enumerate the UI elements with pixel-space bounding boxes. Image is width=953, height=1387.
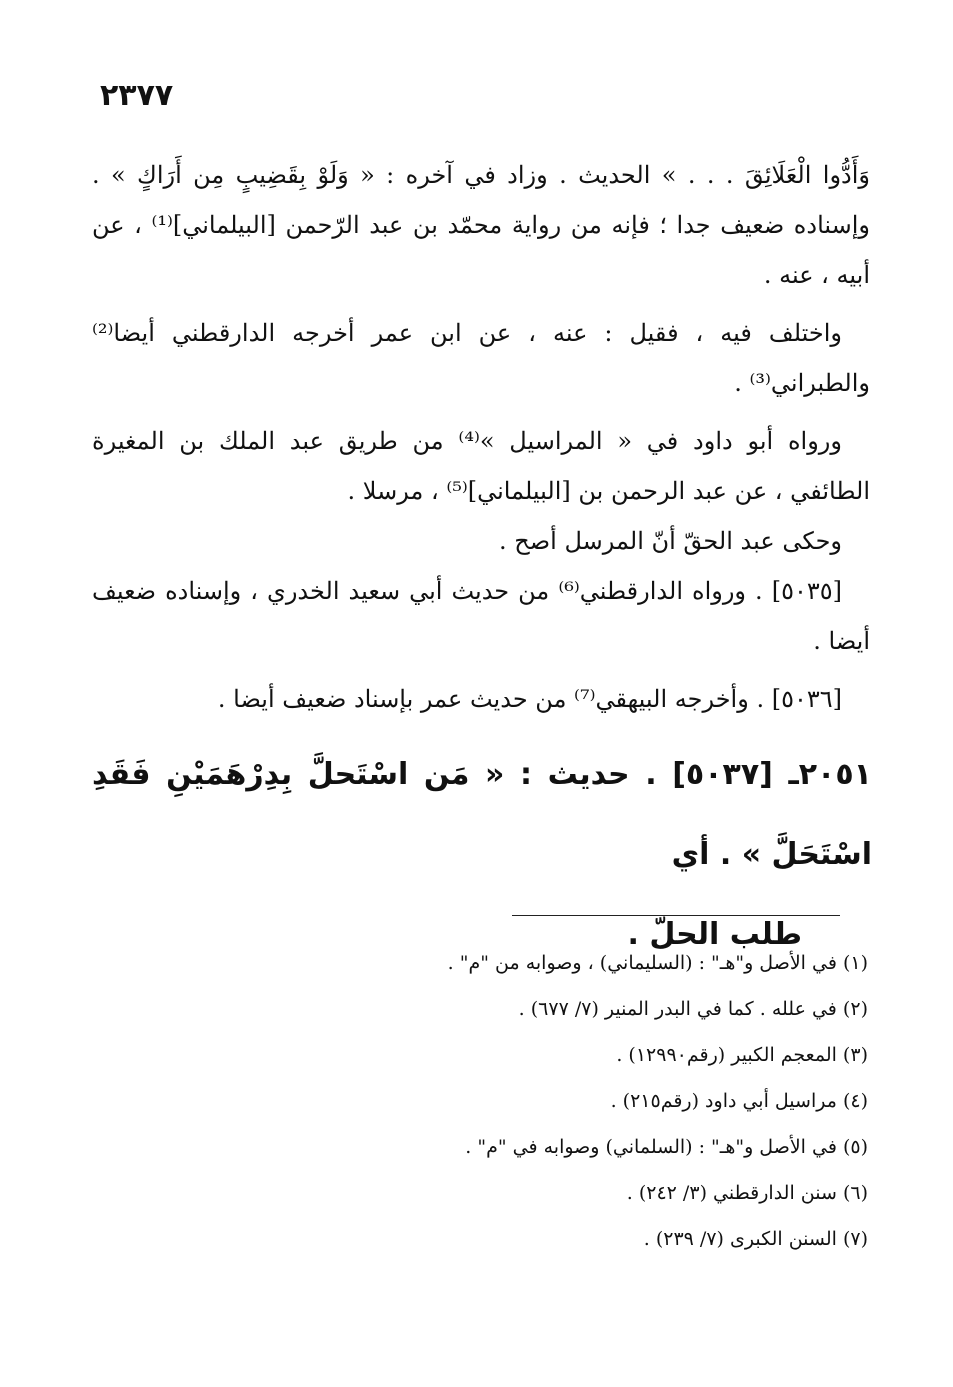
paragraph: ورواه أبو داود في « المراسيل »⁽⁴⁾ من طريق عبد الملك بن المغيرة الطائفي ، عن عبد الرحمن بن [البيلماني]⁽⁵⁾ ، مرسلا . bbox=[92, 427, 870, 505]
paragraph: وَأَدُّوا الْعَلَائِقَ . . . » الحديث . وزاد في آخره : « وَلَوْ بِقَضِيبٍ مِن أَرَاكٍ » . وإسناده ضعيف جدا ؛ فإنه من رواية محمّد بن عبد الرّحمن [البيلماني]⁽¹⁾ ، عن أبيه ، عنه . bbox=[92, 161, 870, 289]
paragraph: واختلف فيه ، فقيل : عنه ، عن ابن عمر أخرجه الدارقطني أيضا⁽²⁾ والطبراني⁽³⁾ . bbox=[92, 319, 870, 397]
heading-line: ٢٠٥١ـ [٥٠٣٧] . حديث : « مَن اسْتَحلَّ بِدِرْهَمَيْنِ فَقَدِ اسْتَحَلَّ » . أي bbox=[92, 757, 872, 872]
footnote: (٥) في الأصل و"هـ" : (السلماني) وصوابه في "م" . bbox=[465, 1136, 868, 1158]
footnotes bbox=[200, 946, 868, 1268]
paragraph: وحكى عبد الحقّ أنّ المرسل أصح . bbox=[499, 527, 842, 555]
main-text bbox=[92, 150, 870, 724]
footnote: (٧) السنن الكبرى (٧/ ٢٣٩) . bbox=[643, 1228, 868, 1250]
hadith-heading bbox=[92, 735, 872, 975]
footnote: (٤) مراسيل أبي داود (رقم٢١٥) . bbox=[610, 1090, 868, 1112]
paragraph: [٥٠٣٥] . ورواه الدارقطني⁽⁶⁾ من حديث أبي سعيد الخدري ، وإسناده ضعيف أيضا . bbox=[92, 577, 870, 655]
footnote: (٣) المعجم الكبير (رقم١٢٩٩٠) . bbox=[616, 1044, 868, 1066]
page-number: ٢٣٧٧ bbox=[100, 78, 174, 113]
heading-line: طلب الحلّ . bbox=[627, 917, 802, 952]
footnote-separator bbox=[512, 915, 840, 916]
footnote: (٢) في علله . كما في البدر المنير (٧/ ٦٧٧) . bbox=[518, 998, 868, 1020]
paragraph: [٥٠٣٦] . وأخرجه البيهقي⁽⁷⁾ من حديث عمر بإسناد ضعيف أيضا . bbox=[217, 685, 842, 713]
footnote: (٦) سنن الدارقطني (٣/ ٢٤٢) . bbox=[626, 1182, 868, 1204]
footnote: (١) في الأصل و"هـ" : (السليماني) ، وصوابه من "م" . bbox=[447, 952, 868, 974]
